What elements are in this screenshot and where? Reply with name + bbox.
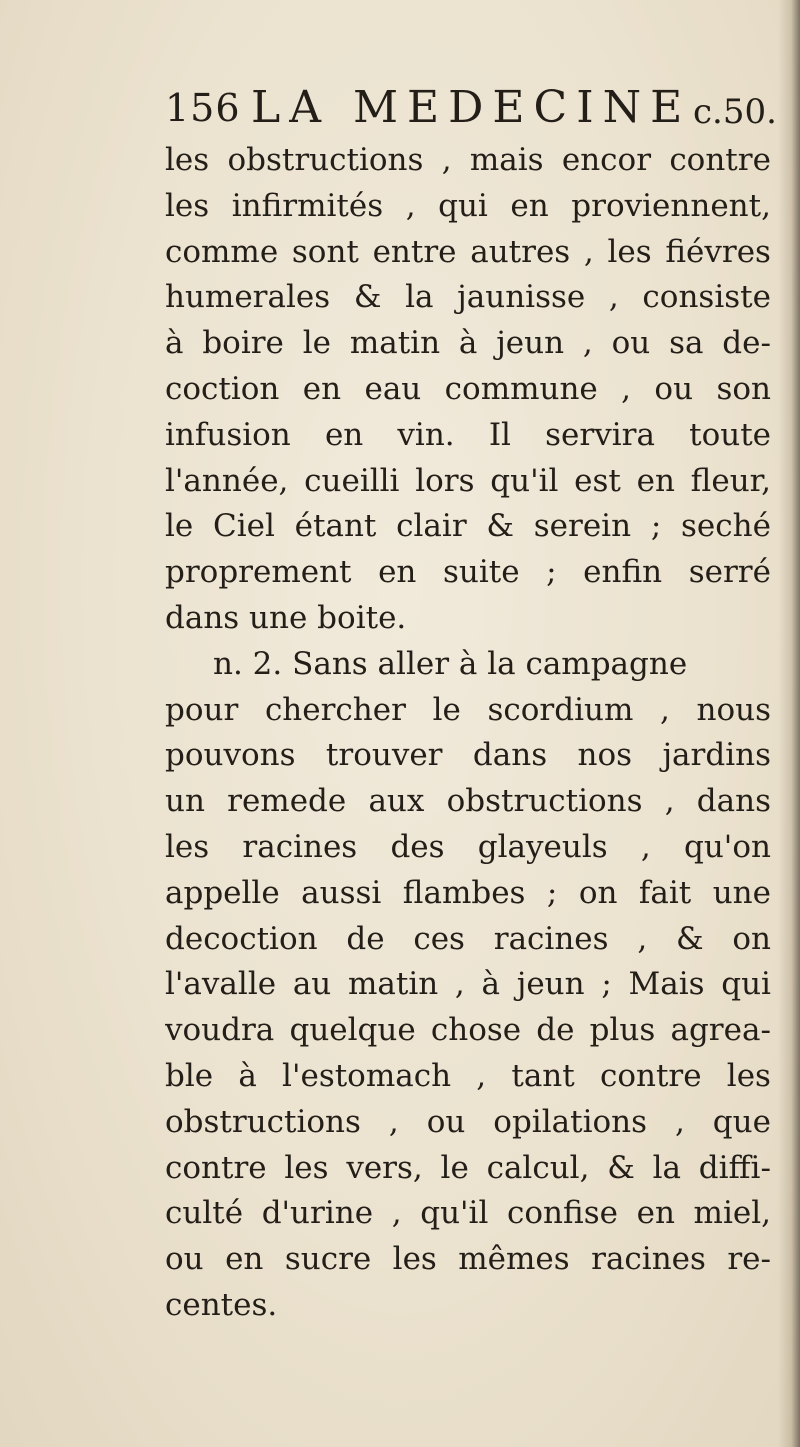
word: racines <box>493 920 609 957</box>
word: boire <box>202 325 284 362</box>
text-line <box>165 1100 771 1146</box>
word: , <box>476 1057 487 1094</box>
word: ; <box>546 554 557 591</box>
word: le <box>165 508 194 545</box>
text-line <box>165 138 771 184</box>
word: sucre <box>284 1241 372 1278</box>
word: , <box>582 325 593 362</box>
word: humerales <box>165 279 331 316</box>
word: les <box>607 233 652 270</box>
text-line <box>165 1054 771 1100</box>
word: chose <box>430 1012 522 1049</box>
word: miel, <box>693 1195 771 1232</box>
word: au <box>292 966 332 1003</box>
word: contre <box>669 142 771 178</box>
word: tant <box>511 1057 575 1094</box>
word: en <box>302 370 342 407</box>
text-line <box>165 230 771 276</box>
word: en <box>324 416 364 453</box>
word: matin <box>349 325 441 362</box>
page-number: 156 <box>165 86 241 130</box>
text-line <box>165 1237 771 1283</box>
word: ou <box>426 1103 466 1140</box>
word: le <box>440 1149 469 1186</box>
word: de- <box>722 325 771 362</box>
word: , <box>608 279 619 316</box>
word: la <box>652 1149 681 1186</box>
word: agrea- <box>670 1012 771 1049</box>
text-line <box>165 1191 771 1237</box>
word: dans <box>472 737 548 774</box>
word: les <box>284 1149 329 1186</box>
word: ou <box>165 1241 204 1278</box>
word: à <box>458 325 478 362</box>
word: jardins <box>662 737 771 774</box>
word: les <box>392 1241 437 1278</box>
word: vin. <box>397 416 455 453</box>
page-header <box>165 82 775 142</box>
word: ; <box>546 874 558 911</box>
word: culté <box>165 1195 244 1232</box>
word: à <box>165 325 184 362</box>
word: l'estomach <box>282 1057 452 1094</box>
word: qui <box>721 966 771 1003</box>
body-text <box>165 138 771 1329</box>
word: consiste <box>642 279 771 316</box>
word: serein <box>533 508 632 545</box>
text-line <box>165 184 771 230</box>
word: aux <box>368 783 425 820</box>
page-edge-shadow <box>778 0 800 1447</box>
word: ; <box>650 508 662 545</box>
word: flambes <box>402 874 526 911</box>
word: on <box>732 920 771 957</box>
word: fiévres <box>665 233 771 270</box>
word: fait <box>638 874 692 911</box>
word: , <box>441 142 452 178</box>
word: clair <box>396 508 467 545</box>
running-title: LA MEDECINE <box>251 82 692 133</box>
word: & <box>675 920 704 957</box>
word: les <box>165 187 210 224</box>
text-line <box>165 1146 771 1192</box>
text-line <box>165 1008 771 1054</box>
word: serré <box>688 554 771 591</box>
word: son <box>716 370 771 407</box>
word: lors <box>415 462 475 499</box>
word: confise <box>507 1195 618 1232</box>
word: proprement <box>165 554 352 591</box>
word: , <box>454 966 465 1003</box>
text-line <box>165 871 771 917</box>
word: que <box>712 1103 771 1140</box>
word: scordium <box>487 691 634 728</box>
text-line: dans une boite. <box>165 599 407 636</box>
word: en <box>510 187 549 224</box>
word: racines <box>242 828 358 865</box>
word: , <box>583 233 594 270</box>
word: obstructions <box>446 783 643 820</box>
word: ; <box>601 966 612 1003</box>
word: appelle <box>165 874 280 911</box>
text-line <box>165 779 771 825</box>
word: ou <box>654 370 694 407</box>
word: de <box>536 1012 575 1049</box>
word: l'avalle <box>165 966 277 1003</box>
word: , <box>664 783 675 820</box>
word: en <box>378 554 417 591</box>
text-line <box>165 962 771 1008</box>
word: coction <box>165 370 280 407</box>
text-line <box>165 321 771 367</box>
word: & <box>486 508 514 545</box>
word: eau <box>364 370 422 407</box>
text-line <box>165 275 771 321</box>
word: encor <box>561 142 652 178</box>
word: le <box>302 325 331 362</box>
word: mêmes <box>458 1241 570 1278</box>
word: des <box>390 828 445 865</box>
word: calcul, <box>486 1149 590 1186</box>
word: ble <box>165 1057 214 1094</box>
word: nos <box>577 737 633 774</box>
word: , <box>674 1103 685 1140</box>
word: cueilli <box>304 462 400 499</box>
word: l'année, <box>165 462 289 499</box>
word: commune <box>444 370 598 407</box>
word: sa <box>669 325 704 362</box>
word: toute <box>689 416 771 453</box>
word: contre <box>599 1057 702 1094</box>
text-line <box>165 733 771 779</box>
word: comme <box>165 233 279 270</box>
text-line <box>165 550 771 596</box>
word: en <box>225 1241 264 1278</box>
word: remede <box>227 783 347 820</box>
word: jaunisse <box>457 279 586 316</box>
text-line <box>165 688 771 734</box>
word: servira <box>545 416 655 453</box>
word: suite <box>442 554 520 591</box>
word: aussi <box>301 874 382 911</box>
word: fleur, <box>690 462 771 499</box>
word: qu'on <box>684 828 771 865</box>
word: est <box>574 462 621 499</box>
word: de <box>346 920 385 957</box>
word: glayeuls <box>477 828 608 865</box>
word: chercher <box>264 691 406 728</box>
word: à <box>481 966 500 1003</box>
text-line: centes. <box>165 1286 278 1323</box>
word: vers, <box>346 1149 423 1186</box>
word: decoction <box>165 920 318 957</box>
word: mais <box>469 142 544 178</box>
word: jeun <box>496 325 565 362</box>
word: pour <box>165 691 239 728</box>
word: & <box>353 279 382 316</box>
word: matin <box>347 966 439 1003</box>
word: jeun <box>516 966 585 1003</box>
word: Il <box>488 416 511 453</box>
word: entre <box>372 233 457 270</box>
word: contre <box>165 1149 267 1186</box>
word: , <box>621 370 632 407</box>
text-line <box>165 413 771 459</box>
word: autres <box>470 233 571 270</box>
word: Ciel <box>213 508 275 545</box>
word: les <box>165 142 210 178</box>
word: étant <box>294 508 377 545</box>
word: ou <box>611 325 651 362</box>
word: seché <box>681 508 771 545</box>
word: diffi- <box>698 1149 771 1186</box>
text-line <box>165 504 771 550</box>
word: , <box>659 691 670 728</box>
word: voudra <box>165 1012 275 1049</box>
word: un <box>165 783 205 820</box>
word: ces <box>413 920 465 957</box>
word: en <box>636 462 675 499</box>
word: opilations <box>493 1103 648 1140</box>
word: infusion <box>165 416 291 453</box>
word: infirmités <box>231 187 384 224</box>
word: quelque <box>289 1012 416 1049</box>
word: qu'il <box>490 462 559 499</box>
word: enfin <box>583 554 663 591</box>
word: Mais <box>628 966 705 1003</box>
text-line <box>165 917 771 963</box>
word: proviennent, <box>571 187 771 224</box>
word: à <box>238 1057 257 1094</box>
text-line <box>165 367 771 413</box>
word: nous <box>696 691 771 728</box>
word: , <box>637 920 648 957</box>
paragraph-start-line: n. 2. Sans aller à la campagne <box>213 645 688 682</box>
word: & <box>607 1149 635 1186</box>
word: re- <box>727 1241 771 1278</box>
word: plus <box>589 1012 656 1049</box>
word: qui <box>438 187 488 224</box>
text-line <box>165 459 771 505</box>
word: d'urine <box>261 1195 374 1232</box>
word: , <box>391 1195 402 1232</box>
chapter-reference: c.50. <box>693 92 777 132</box>
word: , <box>405 187 416 224</box>
word: obstructions <box>165 1103 361 1140</box>
word: , <box>640 828 651 865</box>
word: obstructions <box>227 142 424 178</box>
word: racines <box>591 1241 706 1278</box>
word: le <box>432 691 461 728</box>
word: sont <box>291 233 359 270</box>
word: une <box>712 874 771 911</box>
word: qu'il <box>420 1195 489 1232</box>
word: , <box>388 1103 399 1140</box>
word: dans <box>696 783 771 820</box>
word: les <box>165 828 210 865</box>
word: les <box>726 1057 771 1094</box>
word: pouvons <box>165 737 296 774</box>
word: on <box>578 874 618 911</box>
word: en <box>636 1195 675 1232</box>
word: trouver <box>325 737 443 774</box>
word: la <box>405 279 434 316</box>
text-line <box>165 825 771 871</box>
